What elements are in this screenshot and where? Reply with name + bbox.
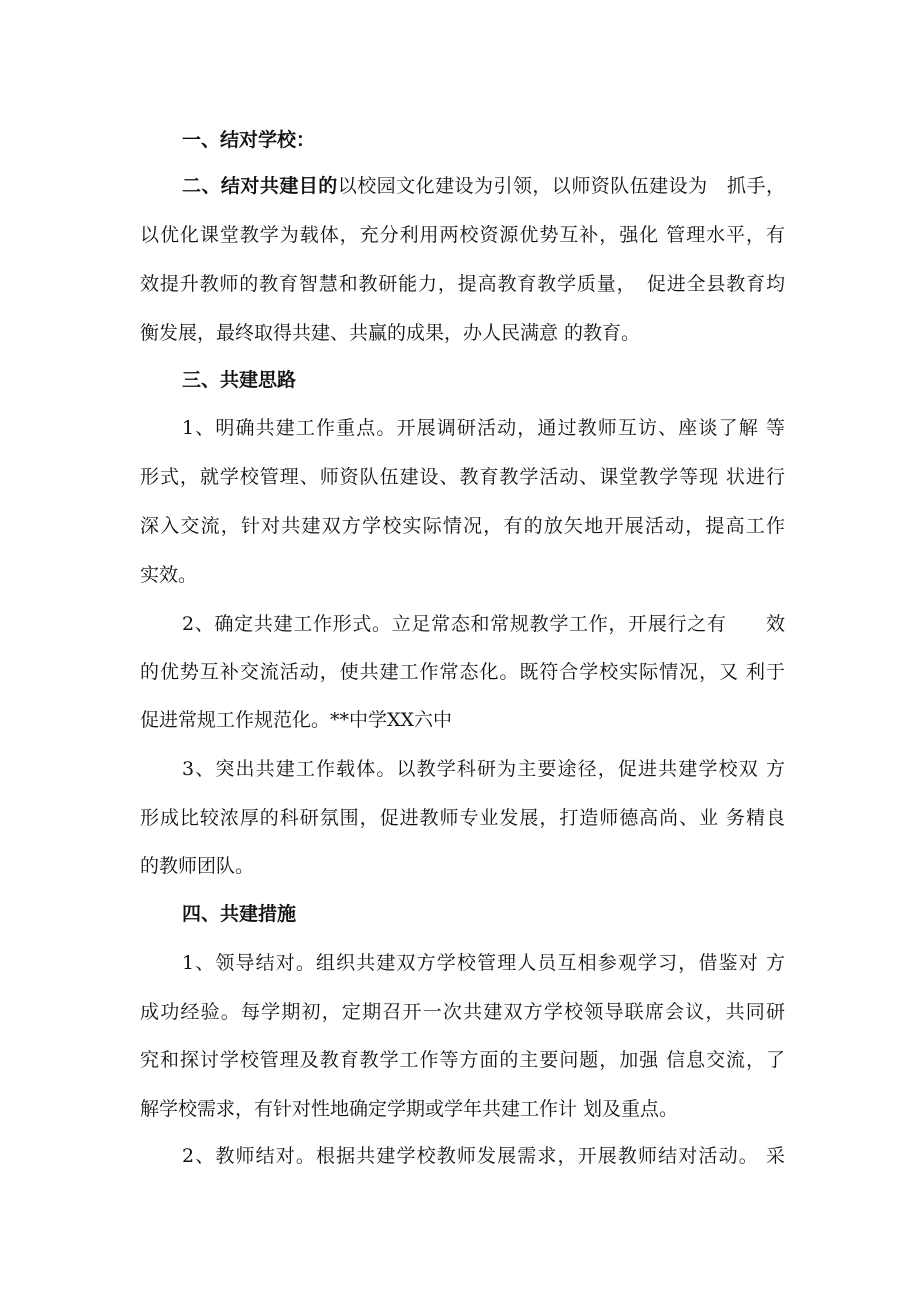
item-3-2-line-1: 2、确定共建工作形式。立足常态和常规教学工作，开展行之有 效 [182,613,785,635]
heading-measures: 四、共建措施 [182,903,297,925]
item-3-2-line-2: 的优势互补交流活动，使共建工作常态化。既符合学校实际情况，又 利于 [140,661,785,683]
paragraph-goal-line-2: 以优化课堂教学为载体，充分利用两校资源优势互补，强化 管理水平，有 [140,224,785,246]
paragraph-goal-line-3: 效提升教师的教育智慧和教研能力，提高教育教学质量， 促进全县教育均 [140,273,785,295]
item-3-3-line-1: 3、突出共建工作载体。以教学科研为主要途径，促进共建学校双 方 [182,758,785,780]
item-3-1-line-4: 实效。 [140,564,198,586]
heading-partner-schools: 一、结对学校： [182,129,316,151]
heading-ideas: 三、共建思路 [182,369,297,391]
item-4-1-line-4: 解学校需求，有针对性地确定学期或学年共建工作计 划及重点。 [140,1098,679,1120]
item-4-2-line-1: 2、教师结对。根据共建学校教师发展需求，开展教师结对活动。 采 [182,1145,785,1167]
heading-goal: 二、结对共建目的 [182,175,338,197]
item-3-2-line-3: 促进常规工作规范化。**中学XX六中 [140,709,453,731]
paragraph-goal-line-1: 二、结对共建目的以校园文化建设为引领，以师资队伍建设为 抓手， [182,175,785,197]
item-4-1-line-2: 成功经验。每学期初，定期召开一次共建双方学校领导联席会议，共同研 [140,1001,785,1023]
item-3-1-line-3: 深入交流，针对共建双方学校实际情况，有的放矢地开展活动，提高工作 [140,515,785,537]
item-3-3-line-2: 形成比较浓厚的科研氛围，促进教师专业发展，打造师德高尚、业 务精良 [140,807,785,829]
item-3-1-line-2: 形式，就学校管理、师资队伍建设、教育教学活动、课堂教学等现 状进行 [140,466,785,488]
item-4-1-line-1: 1、领导结对。组织共建双方学校管理人员互相参观学习，借鉴对 方 [182,952,785,974]
item-3-1-line-1: 1、明确共建工作重点。开展调研活动，通过教师互访、座谈了解 等 [182,417,785,439]
item-3-3-line-3: 的教师团队。 [140,855,255,877]
item-4-1-line-3: 究和探讨学校管理及教育教学工作等方面的主要问题，加强 信息交流，了 [140,1049,785,1071]
paragraph-goal-line-4: 衡发展，最终取得共建、共赢的成果，办人民满意 的教育。 [140,322,641,344]
